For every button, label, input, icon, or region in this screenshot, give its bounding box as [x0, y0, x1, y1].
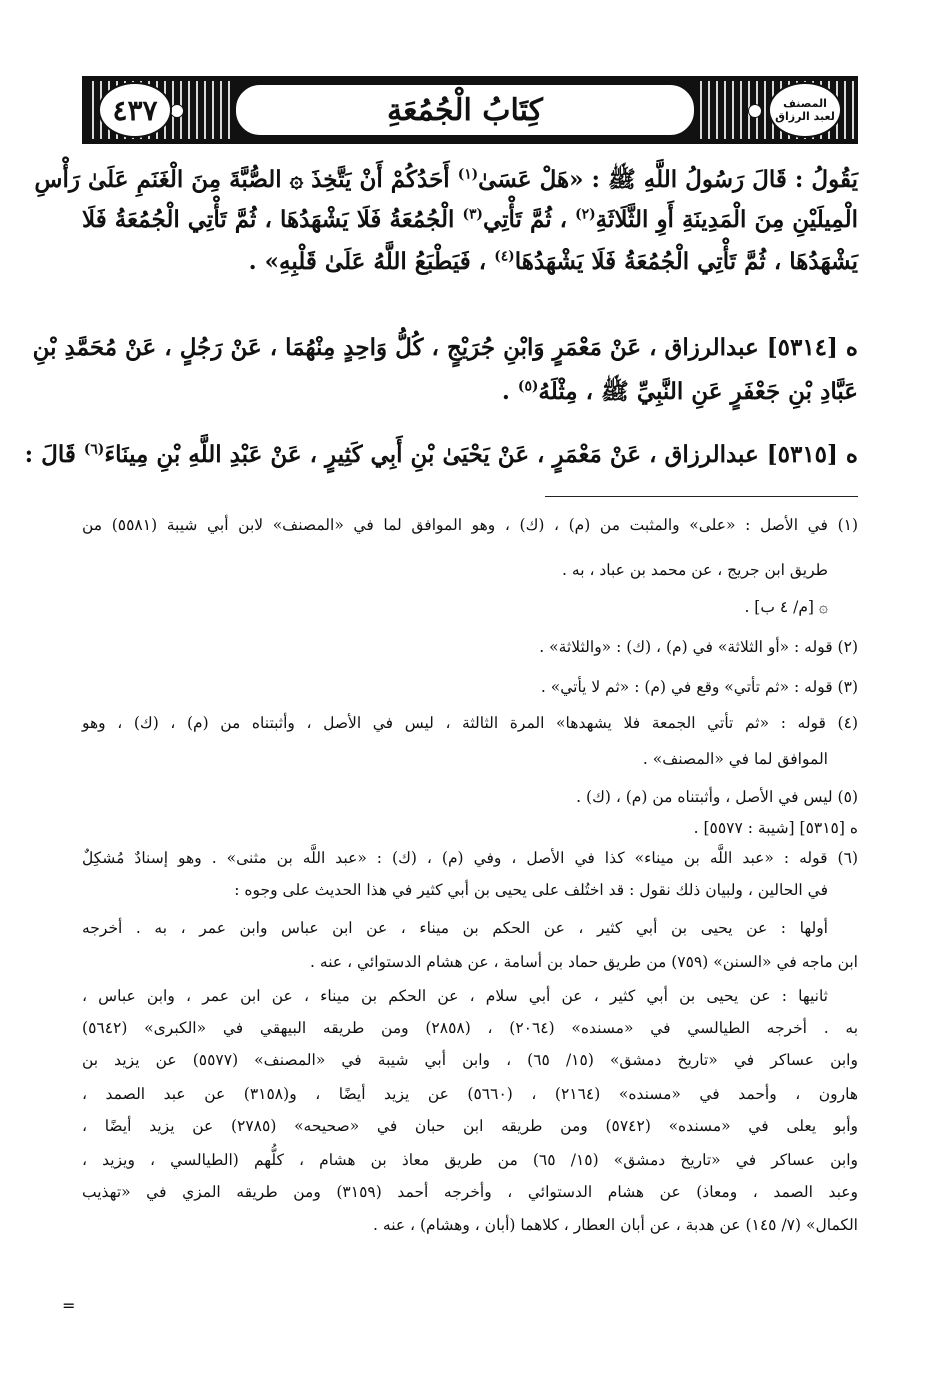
footnote-line — [82, 555, 828, 585]
text-segment: عَبَّادِ بْنِ جَعْفَرٍ عَنِ النَّبِيِّ ﷺ ، مِثْلَهُ — [538, 378, 858, 405]
title-box — [234, 83, 696, 137]
ornament-dot — [748, 104, 762, 118]
footnote-line — [82, 1013, 858, 1043]
footnote-ref: (٣) — [462, 206, 483, 223]
text-segment: الموافق لما في «المصنف» . — [642, 750, 828, 768]
footnote-line — [82, 1145, 858, 1175]
footnote-line — [82, 1045, 858, 1075]
text-segment: (٤) قوله : «ثم تأتي الجمعة فلا يشهدها» المرة الثالثة ، ليس في الأصل ، وأثبتناه من (م) ، (ك) ، وهو — [82, 714, 858, 732]
text-segment: (٥) ليس في الأصل ، وأثبتناه من (م) ، (ك) . — [576, 788, 858, 806]
text-segment: طريق ابن جريج ، عن محمد بن عباد ، به . — [562, 561, 828, 579]
text-segment: (٦) قوله : «عبد اللَّه بن ميناء» كذا في الأصل ، وفي (م) ، (ك) : «عبد اللَّه بن مثنى» . وهو إسنادٌ مُشكِلٌ — [82, 849, 858, 867]
text-segment: به . أخرجه الطيالسي في «مسنده» (٢٠٦٤) ، (٢٨٥٨) ومن طريقه البيهقي في «الكبرى» (٥٦٤٢) — [82, 1019, 859, 1037]
text-segment: أَحَدُكُمْ أَنْ يَتَّخِذَ ۞ الصُّبَّةَ مِنَ الْغَنَمِ عَلَىٰ رَأْسِ — [34, 166, 458, 193]
text-segment: ، فَيَطْبَعُ اللَّهُ عَلَىٰ قَلْبِهِ» . — [248, 248, 495, 275]
chapter-title: كِتَابُ الْجُمُعَةِ — [387, 92, 543, 128]
text-segment: ابن ماجه في «السنن» (٧٥٩) من طريق حماد بن أسامة ، عن هشام الدستوائي ، عنه . — [310, 953, 858, 971]
paragraph-line — [82, 200, 858, 240]
paragraph-line — [82, 242, 858, 282]
chapter-header — [82, 76, 858, 144]
footnote-line — [82, 1079, 858, 1109]
footnote-line — [82, 744, 828, 774]
text-segment: ه [٥٣١٥] [شيبة : ٥٥٧٧] . — [693, 819, 858, 837]
text-segment: ه [٥٣١٥] عبدالرزاق ، عَنْ مَعْمَرٍ ، عَنْ يَحْيَىٰ بْنِ أَبِي كَثِيرٍ ، عَنْ عَبْدِ اللَّهِ بْنِ مِينَاءَ — [104, 441, 858, 468]
footnote-line — [82, 1111, 858, 1141]
footnote-line — [82, 981, 828, 1011]
book-emblem: المصنف لعبد الرزاق — [768, 82, 842, 138]
text-segment: الْجُمُعَةُ فَلَا يَشْهَدُهَا ، ثُمَّ تَأْتِي الْجُمُعَةُ فَلَا — [82, 206, 463, 233]
footnote-line — [82, 632, 858, 662]
footnote-ref: (٤) — [494, 248, 515, 265]
text-segment: . — [501, 378, 518, 405]
paragraph-line — [82, 372, 858, 412]
paragraph-line — [34, 160, 858, 200]
text-segment: يَشْهَدُهَا ، ثُمَّ تَأْتِي الْجُمُعَةُ فَلَا يَشْهَدُهَا — [514, 248, 858, 275]
footnote-ref: (٦) — [83, 441, 105, 458]
text-segment: ، ثُمَّ تَأْتِي — [482, 206, 576, 233]
ornament-dot — [170, 104, 184, 118]
footnote-ref: (٥) — [517, 378, 539, 395]
paragraph-line — [24, 435, 858, 475]
text-segment: وابن عساكر في «تاريخ دمشق» (١٥/ ٦٥) ، وابن أبي شيبة في «المصنف» (٥٥٧٧) عن يزيد بن — [82, 1051, 858, 1069]
text-segment: الْمِيلَيْنِ مِنَ الْمَدِينَةِ أَوِ الثَّلَاثَةِ — [595, 206, 858, 233]
text-segment: (٢) قوله : «أو الثلاثة» في (م) ، (ك) : «والثلاثة» . — [539, 638, 858, 656]
footnote-line — [82, 843, 858, 873]
footnote-line — [82, 947, 858, 977]
text-segment: (٣) قوله : «ثم تأتي» وقع في (م) : «ثم لا يأتي» . — [540, 678, 858, 696]
footnote-line — [82, 913, 828, 943]
continuation-mark: = — [62, 1296, 76, 1315]
footnote-line — [82, 875, 828, 905]
text-segment: هارون ، وأحمد في «مسنده» (٢١٦٤) ، (٥٦٦٠) عن يزيد أيضًا ، و(٣١٥٨) عن عبد الصمد ، — [82, 1085, 859, 1103]
footnote-ref: (٢) — [575, 206, 596, 223]
text-segment: وأبو يعلى في «مسنده» (٥٧٤٢) ومن طريقه ابن حبان في «صحيحه» (٢٧٨٥) عن يزيد أيضًا ، — [82, 1117, 858, 1135]
footnote-ref: (١) — [457, 166, 479, 183]
text-segment: ه [٥٣١٤] عبدالرزاق ، عَنْ مَعْمَرٍ وَابْنِ جُرَيْجٍ ، كُلُّ وَاحِدٍ مِنْهُمَا ، عَنْ رَجُلٍ ، عَنْ مُحَمَّدِ بْنِ — [32, 334, 858, 361]
footnote-line — [82, 672, 858, 702]
text-segment: (١) في الأصل : «على» والمثبت من (م) ، (ك) ، وهو الموافق لما في «المصنف» لابن أبي شيبة (٥٥٨١) من — [82, 516, 859, 534]
text-segment: يَقُولُ : قَالَ رَسُولُ اللَّهِ ﷺ : «هَلْ عَسَىٰ — [478, 166, 858, 193]
footnote-line — [82, 510, 858, 540]
paragraph-line — [32, 328, 858, 368]
text-segment: الكمال» (٧/ ١٤٥) عن هدبة ، عن أبان العطار ، كلاهما (أبان ، وهشام) ، عنه . — [373, 1216, 858, 1234]
text-segment: ۞ [م/ ٤ ب] . — [744, 598, 828, 616]
footnote-line — [82, 1210, 858, 1240]
text-segment: قَالَ : — [24, 441, 84, 468]
text-segment: في الحالين ، ولبيان ذلك نقول : قد اختُلف على يحيى بن أبي كثير في هذا الحديث على وجوه : — [234, 881, 828, 899]
page-number: ٤٣٧ — [98, 82, 172, 138]
text-segment: أولها : عن يحيى بن أبي كثير ، عن الحكم بن ميناء ، عن ابن عباس وابن عمر ، به . أخرجه — [82, 919, 828, 937]
footnote-line — [82, 813, 858, 843]
footnote-line — [82, 782, 858, 812]
footnote-line — [82, 708, 858, 738]
footnote-line — [82, 592, 828, 622]
text-segment: ثانيها : عن يحيى بن أبي كثير ، عن أبي سلام ، عن الحكم بن ميناء ، عن ابن عمر ، وابن عباس ، — [82, 987, 828, 1005]
text-segment: وابن عساكر في «تاريخ دمشق» (١٥/ ٦٥) من طريق معاذ بن هشام ، كلُّهم (الطيالسي ، ويزيد ، — [82, 1151, 858, 1169]
text-segment: وعبد الصمد ، ومعاذ) عن هشام الدستوائي ، وأخرجه أحمد (٣١٥٩) ومن طريقه المزي في «تهذيب — [82, 1183, 858, 1201]
footnote-line — [82, 1177, 858, 1207]
footnote-divider — [545, 496, 858, 497]
